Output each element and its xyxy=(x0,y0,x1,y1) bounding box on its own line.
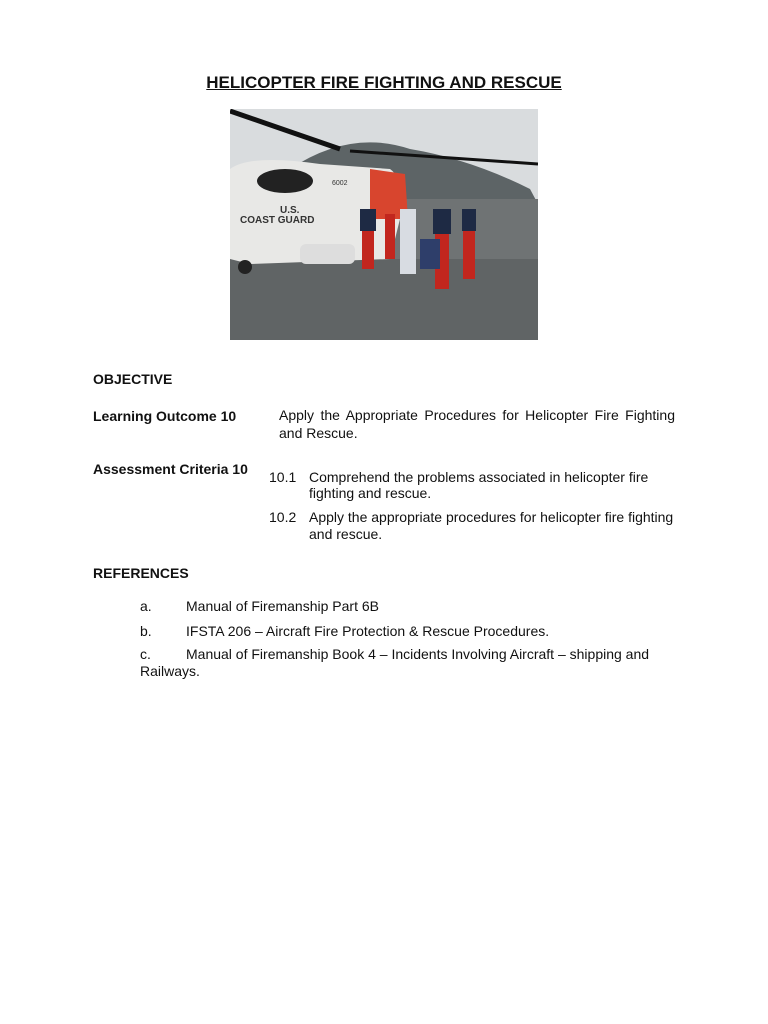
reference-text: Manual of Firemanship Part 6B xyxy=(186,598,379,614)
learning-outcome-line1: Apply the Appropriate Procedures for Helicopter Fire Fighting xyxy=(279,407,675,423)
criteria-number: 10.1 xyxy=(269,469,297,485)
criteria-line2: fighting and rescue. xyxy=(309,485,432,501)
reference-letter: c. xyxy=(140,646,151,662)
photo-text-number: 6002 xyxy=(332,180,348,187)
criteria-line1: Comprehend the problems associated in helicopter fire xyxy=(309,469,649,485)
page-title: HELICOPTER FIRE FIGHTING AND RESCUE xyxy=(206,73,562,92)
learning-outcome-label: Learning Outcome 10 xyxy=(93,408,237,424)
helicopter-photo xyxy=(230,109,538,340)
photo-text-coast-guard: COAST GUARD xyxy=(240,215,315,226)
reference-letter: a. xyxy=(140,598,152,614)
reference-text: Manual of Firemanship Book 4 – Incidents Involving Aircraft – shipping and xyxy=(186,646,650,662)
references-heading: REFERENCES xyxy=(93,565,189,581)
criteria-number: 10.2 xyxy=(269,509,297,525)
criteria-line1: Apply the appropriate procedures for helicopter fire fighting xyxy=(309,509,674,525)
learning-outcome-line2: and Rescue. xyxy=(279,425,358,441)
assessment-label: Assessment Criteria 10 xyxy=(93,461,248,477)
reference-text-continued: Railways. xyxy=(140,663,200,679)
objective-heading: OBJECTIVE xyxy=(93,371,173,387)
photo-text-us: U.S. xyxy=(280,205,300,216)
reference-letter: b. xyxy=(140,623,152,639)
criteria-line2: and rescue. xyxy=(309,526,383,542)
reference-text: IFSTA 206 – Aircraft Fire Protection & Rescue Procedures. xyxy=(186,623,550,639)
